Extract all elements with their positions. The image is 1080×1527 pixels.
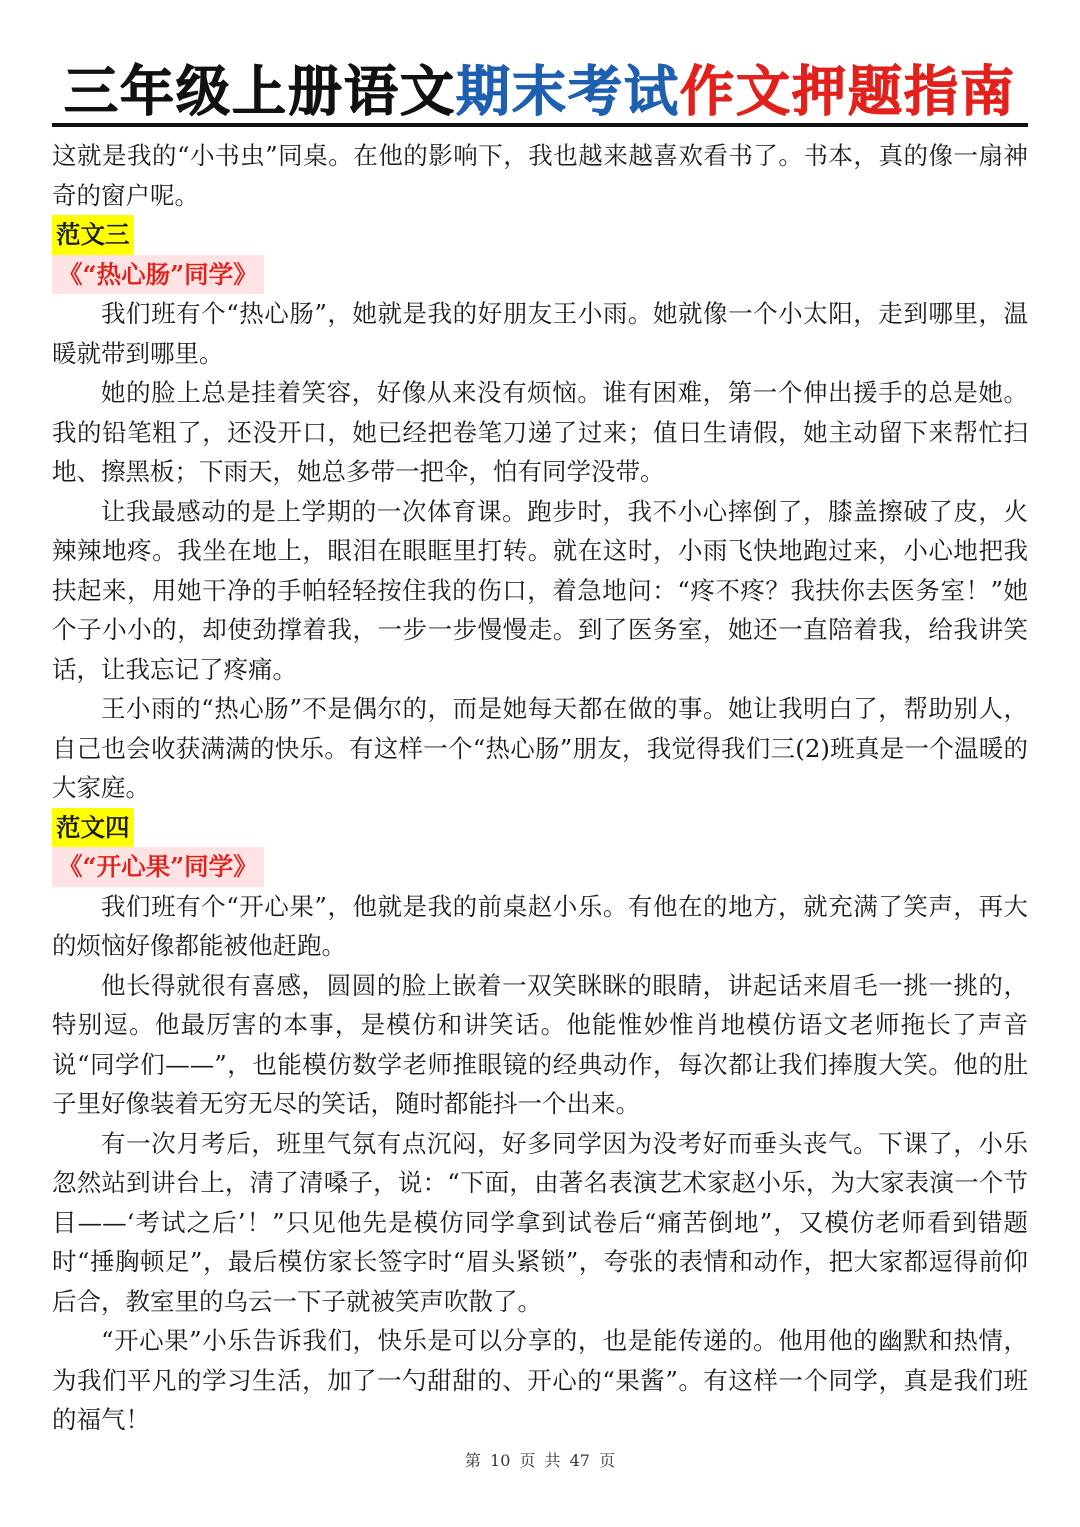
essay-paragraph: 我们班有个“开心果”，他就是我的前桌赵小乐。有他在的地方，就充满了笑声，再大的烦恼好像都能被他赶跑。 [52,891,1028,960]
essay-section-3 [52,215,1028,808]
intro-paragraph: 这就是我的“小书虫”同桌。在他的影响下，我也越来越喜欢看书了。书本，真的像一扇神奇的窗户呢。 [52,141,1028,210]
header-rule [52,123,1028,127]
essay-paragraph: 让我最感动的是上学期的一次体育课。跑步时，我不小心摔倒了，膝盖擦破了皮，火辣辣地疼。我坐在地上，眼泪在眼眶里打转。就在这时，小雨飞快地跑过来，小心地把我扶起来，用她干净的手帕轻轻按住我的伤口，着急地问：“疼不疼？我扶你去医务室！”她个子小小的，却使劲撑着我，一步一步慢慢走。到了医务室，她还一直陪着我，给我讲笑话，让我忘记了疼痛。 [52,496,1028,684]
essay-paragraph: 我们班有个“热心肠”，她就是我的好朋友王小雨。她就像一个小太阳，走到哪里，温暖就带到哪里。 [52,299,1028,368]
title-part-exam: 期末考试 [456,60,680,123]
essay-title: 《“热心肠”同学》 [52,255,264,295]
title-part-guide: 作文押题指南 [680,60,1016,123]
essay-paragraph: 王小雨的“热心肠”不是偶尔的，而是她每天都在做的事。她让我明白了，帮助别人，自己也会收获满满的快乐。有这样一个“热心肠”朋友，我觉得我们三(2)班真是一个温暖的大家庭。 [52,694,1028,802]
essay-paragraph: 她的脸上总是挂着笑容，好像从来没有烦恼。谁有困难，第一个伸出援手的总是她。我的铅笔粗了，还没开口，她已经把卷笔刀递了过来；值日生请假，她主动留下来帮忙扫地、擦黑板；下雨天，她总多带一把伞，怕有同学没带。 [52,378,1028,486]
essay-paragraph: 他长得就很有喜感，圆圆的脸上嵌着一双笑眯眯的眼睛，讲起话来眉毛一挑一挑的，特别逗。他最厉害的本事，是模仿和讲笑话。他能惟妙惟肖地模仿语文老师拖长了声音说“同学们——”，也能模仿数学老师推眼镜的经典动作，每次都让我们捧腹大笑。他的肚子里好像装着无穷无尽的笑话，随时都能抖一个出来。 [52,970,1028,1118]
essay-section-4 [52,808,1028,1440]
essay-paragraph: “开心果”小乐告诉我们，快乐是可以分享的，也是能传递的。他用他的幽默和热情，为我们平凡的学习生活，加了一勺甜甜的、开心的“果酱”。有这样一个同学，真是我们班的福气！ [52,1326,1028,1434]
title-part-grade: 三年级上册语文 [64,60,456,123]
page-title [0,52,1080,132]
essay-label: 范文三 [52,215,134,255]
essay-paragraph: 有一次月考后，班里气氛有点沉闷，好多同学因为没考好而垂头丧气。下课了，小乐忽然站到讲台上，清了清嗓子，说：“下面，由著名表演艺术家赵小乐，为大家表演一个节目——‘考试之后’！”只见他先是模仿同学拿到试卷后“痛苦倒地”，又模仿老师看到错题时“捶胸顿足”，最后模仿家长签字时“眉头紧锁”，夸张的表情和动作，把大家都逗得前仰后合，教室里的乌云一下子就被笑声吹散了。 [52,1128,1028,1316]
essay-title: 《“开心果”同学》 [52,847,264,887]
essay-label: 范文四 [52,808,134,848]
page-number: 第 10 页 共 47 页 [464,1451,616,1470]
document-body [52,136,1028,1440]
